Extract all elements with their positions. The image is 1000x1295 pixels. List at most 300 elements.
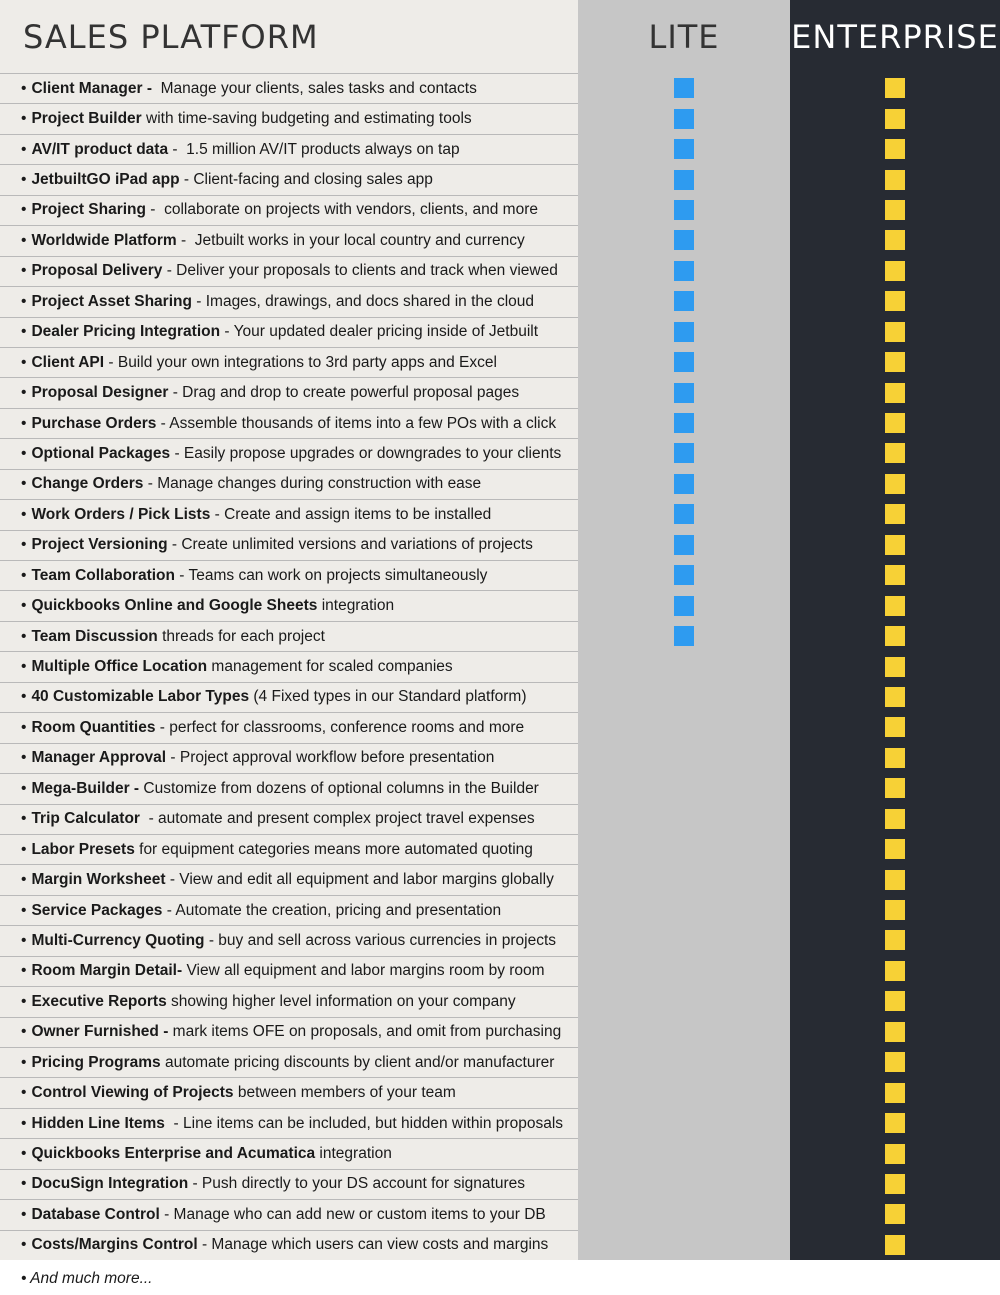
feature-description: for equipment categories means more automated quoting bbox=[134, 840, 533, 858]
bullet-icon: • bbox=[21, 749, 27, 767]
feature-cell bbox=[0, 804, 578, 834]
feature-row bbox=[0, 986, 1000, 1016]
feature-name: Multiple Office Location bbox=[31, 658, 208, 676]
enterprise-cell bbox=[790, 712, 1000, 742]
feature-name: JetbuiltGO iPad app bbox=[31, 171, 180, 189]
lite-cell bbox=[578, 834, 790, 864]
enterprise-check-icon bbox=[885, 170, 905, 190]
enterprise-check-icon bbox=[885, 596, 905, 616]
enterprise-check-icon bbox=[885, 1204, 905, 1224]
lite-cell bbox=[578, 1077, 790, 1107]
feature-description: - Manage which users can view costs and margins bbox=[197, 1236, 549, 1254]
feature-cell bbox=[0, 377, 578, 407]
feature-row bbox=[0, 438, 1000, 468]
enterprise-cell bbox=[790, 377, 1000, 407]
feature-row bbox=[0, 560, 1000, 590]
enterprise-cell bbox=[790, 804, 1000, 834]
feature-row bbox=[0, 1108, 1000, 1138]
feature-description: integration bbox=[315, 1145, 392, 1163]
feature-row bbox=[0, 286, 1000, 316]
lite-cell bbox=[578, 225, 790, 255]
enterprise-cell bbox=[790, 73, 1000, 103]
feature-cell bbox=[0, 773, 578, 803]
bullet-icon: • bbox=[21, 110, 27, 128]
feature-cell bbox=[0, 286, 578, 316]
feature-description: - Assemble thousands of items into a few POs with a click bbox=[156, 414, 557, 432]
feature-row bbox=[0, 1047, 1000, 1077]
feature-row bbox=[0, 469, 1000, 499]
feature-name: Project Builder bbox=[31, 110, 142, 128]
bullet-icon: • bbox=[21, 262, 27, 280]
table-header bbox=[0, 0, 1000, 73]
lite-cell bbox=[578, 804, 790, 834]
feature-description: (4 Fixed types in our Standard platform) bbox=[249, 688, 527, 706]
enterprise-cell bbox=[790, 1138, 1000, 1168]
feature-cell bbox=[0, 195, 578, 225]
enterprise-check-icon bbox=[885, 535, 905, 555]
feature-name: Room Quantities bbox=[31, 718, 156, 736]
enterprise-check-icon bbox=[885, 778, 905, 798]
feature-description: - Automate the creation, pricing and presentation bbox=[162, 901, 502, 919]
feature-description: between members of your team bbox=[233, 1084, 456, 1102]
enterprise-check-icon bbox=[885, 657, 905, 677]
bullet-icon: • bbox=[21, 140, 27, 158]
enterprise-check-icon bbox=[885, 1174, 905, 1194]
lite-cell bbox=[578, 256, 790, 286]
feature-row bbox=[0, 73, 1000, 103]
feature-cell bbox=[0, 499, 578, 529]
lite-check-icon bbox=[674, 565, 694, 585]
lite-check-icon bbox=[674, 443, 694, 463]
feature-cell bbox=[0, 1230, 578, 1260]
feature-description: Manage your clients, sales tasks and contacts bbox=[152, 79, 477, 97]
feature-description: - Images, drawings, and docs shared in the cloud bbox=[191, 292, 535, 310]
lite-cell bbox=[578, 1108, 790, 1138]
feature-name: Margin Worksheet bbox=[31, 871, 166, 889]
lite-check-icon bbox=[674, 230, 694, 250]
feature-row bbox=[0, 834, 1000, 864]
feature-cell bbox=[0, 651, 578, 681]
feature-cell bbox=[0, 103, 578, 133]
lite-cell bbox=[578, 1138, 790, 1168]
feature-row bbox=[0, 590, 1000, 620]
feature-name: Client API bbox=[31, 353, 105, 371]
feature-row bbox=[0, 225, 1000, 255]
lite-cell bbox=[578, 499, 790, 529]
feature-cell bbox=[0, 73, 578, 103]
feature-description: - Create unlimited versions and variations of projects bbox=[167, 536, 533, 554]
feature-description: - Manage changes during construction with ease bbox=[143, 475, 482, 493]
feature-name: Dealer Pricing Integration bbox=[31, 323, 221, 341]
enterprise-cell bbox=[790, 743, 1000, 773]
feature-description: - buy and sell across various currencies in projects bbox=[204, 931, 556, 949]
lite-cell bbox=[578, 1230, 790, 1260]
feature-row bbox=[0, 1230, 1000, 1260]
feature-name: Client Manager - bbox=[31, 79, 153, 97]
feature-row bbox=[0, 530, 1000, 560]
bullet-icon: • bbox=[21, 597, 27, 615]
feature-name: Team Discussion bbox=[31, 627, 158, 645]
feature-description: - Line items can be included, but hidden within proposals bbox=[164, 1114, 564, 1132]
lite-check-icon bbox=[674, 261, 694, 281]
lite-check-icon bbox=[674, 170, 694, 190]
feature-row bbox=[0, 1199, 1000, 1229]
feature-name: DocuSign Integration bbox=[31, 1175, 189, 1193]
enterprise-check-icon bbox=[885, 413, 905, 433]
enterprise-check-icon bbox=[885, 139, 905, 159]
page-title: SALES PLATFORM bbox=[0, 0, 578, 73]
bullet-icon: • bbox=[21, 1175, 27, 1193]
feature-cell bbox=[0, 1199, 578, 1229]
feature-list bbox=[0, 73, 1000, 1260]
feature-row bbox=[0, 1077, 1000, 1107]
lite-cell bbox=[578, 1017, 790, 1047]
lite-check-icon bbox=[674, 109, 694, 129]
enterprise-cell bbox=[790, 469, 1000, 499]
feature-row bbox=[0, 682, 1000, 712]
enterprise-cell bbox=[790, 408, 1000, 438]
lite-cell bbox=[578, 1047, 790, 1077]
feature-cell bbox=[0, 1169, 578, 1199]
bullet-icon: • bbox=[21, 718, 27, 736]
feature-cell bbox=[0, 408, 578, 438]
enterprise-cell bbox=[790, 499, 1000, 529]
lite-cell bbox=[578, 377, 790, 407]
bullet-icon: • bbox=[21, 810, 27, 828]
feature-description: - Build your own integrations to 3rd party apps and Excel bbox=[104, 353, 497, 371]
feature-name: Labor Presets bbox=[31, 840, 135, 858]
lite-cell bbox=[578, 195, 790, 225]
bullet-icon: • bbox=[21, 353, 27, 371]
feature-name: Mega-Builder - bbox=[31, 779, 140, 797]
lite-cell bbox=[578, 895, 790, 925]
feature-description: - Teams can work on projects simultaneously bbox=[174, 566, 488, 584]
footer-note: • And much more... bbox=[0, 1263, 1000, 1295]
enterprise-check-icon bbox=[885, 991, 905, 1011]
bullet-icon: • bbox=[21, 323, 27, 341]
feature-row bbox=[0, 743, 1000, 773]
enterprise-cell bbox=[790, 1017, 1000, 1047]
bullet-icon: • bbox=[21, 1023, 27, 1041]
feature-description: - Manage who can add new or custom items to your DB bbox=[159, 1205, 546, 1223]
feature-description: - Easily propose upgrades or downgrades to your clients bbox=[170, 444, 562, 462]
enterprise-cell bbox=[790, 834, 1000, 864]
feature-cell bbox=[0, 834, 578, 864]
feature-name: Project Asset Sharing bbox=[31, 292, 192, 310]
lite-check-icon bbox=[674, 535, 694, 555]
feature-name: Executive Reports bbox=[31, 992, 167, 1010]
feature-row bbox=[0, 712, 1000, 742]
feature-name: Project Sharing bbox=[31, 201, 146, 219]
feature-row bbox=[0, 347, 1000, 377]
feature-description: - View and edit all equipment and labor margins globally bbox=[165, 871, 554, 889]
feature-cell bbox=[0, 438, 578, 468]
enterprise-check-icon bbox=[885, 900, 905, 920]
lite-cell bbox=[578, 347, 790, 377]
feature-cell bbox=[0, 1138, 578, 1168]
feature-name: Hidden Line Items bbox=[31, 1114, 165, 1132]
feature-row bbox=[0, 925, 1000, 955]
feature-cell bbox=[0, 682, 578, 712]
feature-cell bbox=[0, 1017, 578, 1047]
enterprise-cell bbox=[790, 773, 1000, 803]
bullet-icon: • bbox=[21, 1053, 27, 1071]
feature-cell bbox=[0, 621, 578, 651]
enterprise-cell bbox=[790, 895, 1000, 925]
feature-cell bbox=[0, 347, 578, 377]
lite-cell bbox=[578, 103, 790, 133]
bullet-icon: • bbox=[21, 79, 27, 97]
enterprise-check-icon bbox=[885, 1022, 905, 1042]
bullet-icon: • bbox=[21, 627, 27, 645]
feature-row bbox=[0, 864, 1000, 894]
bullet-icon: • bbox=[21, 566, 27, 584]
feature-cell bbox=[0, 1108, 578, 1138]
lite-cell bbox=[578, 986, 790, 1016]
enterprise-check-icon bbox=[885, 109, 905, 129]
feature-name: Multi-Currency Quoting bbox=[31, 931, 205, 949]
enterprise-check-icon bbox=[885, 565, 905, 585]
lite-check-icon bbox=[674, 200, 694, 220]
lite-cell bbox=[578, 712, 790, 742]
enterprise-check-icon bbox=[885, 961, 905, 981]
enterprise-cell bbox=[790, 1108, 1000, 1138]
enterprise-cell bbox=[790, 225, 1000, 255]
enterprise-cell bbox=[790, 560, 1000, 590]
enterprise-cell bbox=[790, 103, 1000, 133]
feature-cell bbox=[0, 164, 578, 194]
bullet-icon: • bbox=[21, 1236, 27, 1254]
feature-cell bbox=[0, 712, 578, 742]
enterprise-cell bbox=[790, 317, 1000, 347]
enterprise-cell bbox=[790, 1169, 1000, 1199]
bullet-icon: • bbox=[21, 658, 27, 676]
enterprise-cell bbox=[790, 864, 1000, 894]
enterprise-check-icon bbox=[885, 748, 905, 768]
feature-row bbox=[0, 499, 1000, 529]
lite-check-icon bbox=[674, 626, 694, 646]
feature-description: - collaborate on projects with vendors, clients, and more bbox=[146, 201, 538, 219]
feature-cell bbox=[0, 317, 578, 347]
feature-row bbox=[0, 377, 1000, 407]
feature-name: Proposal Designer bbox=[31, 384, 169, 402]
feature-name: Manager Approval bbox=[31, 749, 167, 767]
lite-check-icon bbox=[674, 78, 694, 98]
enterprise-cell bbox=[790, 1047, 1000, 1077]
feature-description: - Drag and drop to create powerful proposal pages bbox=[168, 384, 520, 402]
feature-row bbox=[0, 408, 1000, 438]
enterprise-cell bbox=[790, 347, 1000, 377]
feature-name: 40 Customizable Labor Types bbox=[31, 688, 250, 706]
feature-row bbox=[0, 804, 1000, 834]
feature-row bbox=[0, 1169, 1000, 1199]
bullet-icon: • bbox=[21, 871, 27, 889]
lite-cell bbox=[578, 1199, 790, 1229]
feature-description: Customize from dozens of optional columns in the Builder bbox=[139, 779, 539, 797]
enterprise-cell bbox=[790, 286, 1000, 316]
lite-cell bbox=[578, 925, 790, 955]
feature-description: showing higher level information on your company bbox=[166, 992, 516, 1010]
enterprise-cell bbox=[790, 164, 1000, 194]
enterprise-check-icon bbox=[885, 383, 905, 403]
feature-row bbox=[0, 134, 1000, 164]
feature-name: Change Orders bbox=[31, 475, 144, 493]
feature-name: Purchase Orders bbox=[31, 414, 157, 432]
feature-description: - Create and assign items to be installed bbox=[210, 505, 492, 523]
feature-name: Owner Furnished - bbox=[31, 1023, 169, 1041]
feature-cell bbox=[0, 134, 578, 164]
bullet-icon: • bbox=[21, 292, 27, 310]
enterprise-cell bbox=[790, 651, 1000, 681]
feature-name: Room Margin Detail- bbox=[31, 962, 183, 980]
column-header-enterprise: ENTERPRISE bbox=[790, 0, 1000, 73]
column-header-lite: LITE bbox=[578, 0, 790, 73]
feature-name: Quickbooks Online and Google Sheets bbox=[31, 597, 318, 615]
feature-row bbox=[0, 773, 1000, 803]
feature-row bbox=[0, 651, 1000, 681]
lite-cell bbox=[578, 469, 790, 499]
bullet-icon: • bbox=[21, 231, 27, 249]
feature-description: - Project approval workflow before presentation bbox=[166, 749, 495, 767]
enterprise-check-icon bbox=[885, 1144, 905, 1164]
feature-cell bbox=[0, 864, 578, 894]
feature-cell bbox=[0, 590, 578, 620]
feature-name: Optional Packages bbox=[31, 444, 171, 462]
feature-description: - perfect for classrooms, conference rooms and more bbox=[155, 718, 525, 736]
enterprise-cell bbox=[790, 438, 1000, 468]
lite-check-icon bbox=[674, 413, 694, 433]
enterprise-cell bbox=[790, 1077, 1000, 1107]
bullet-icon: • bbox=[21, 962, 27, 980]
feature-cell bbox=[0, 743, 578, 773]
feature-name: Costs/Margins Control bbox=[31, 1236, 198, 1254]
feature-description: with time-saving budgeting and estimating tools bbox=[141, 110, 472, 128]
lite-cell bbox=[578, 651, 790, 681]
enterprise-check-icon bbox=[885, 870, 905, 890]
bullet-icon: • bbox=[21, 931, 27, 949]
enterprise-check-icon bbox=[885, 930, 905, 950]
enterprise-cell bbox=[790, 621, 1000, 651]
feature-row bbox=[0, 1017, 1000, 1047]
lite-check-icon bbox=[674, 139, 694, 159]
bullet-icon: • bbox=[21, 1145, 27, 1163]
feature-cell bbox=[0, 560, 578, 590]
bullet-icon: • bbox=[21, 505, 27, 523]
feature-name: Database Control bbox=[31, 1205, 160, 1223]
feature-name: Project Versioning bbox=[31, 536, 168, 554]
lite-cell bbox=[578, 682, 790, 712]
enterprise-cell bbox=[790, 925, 1000, 955]
enterprise-check-icon bbox=[885, 352, 905, 372]
enterprise-check-icon bbox=[885, 809, 905, 829]
feature-name: Control Viewing of Projects bbox=[31, 1084, 234, 1102]
lite-cell bbox=[578, 73, 790, 103]
enterprise-cell bbox=[790, 1230, 1000, 1260]
enterprise-check-icon bbox=[885, 78, 905, 98]
bullet-icon: • bbox=[21, 840, 27, 858]
lite-cell bbox=[578, 743, 790, 773]
lite-cell bbox=[578, 530, 790, 560]
lite-check-icon bbox=[674, 291, 694, 311]
lite-cell bbox=[578, 621, 790, 651]
enterprise-cell bbox=[790, 1199, 1000, 1229]
enterprise-check-icon bbox=[885, 261, 905, 281]
feature-cell bbox=[0, 256, 578, 286]
enterprise-cell bbox=[790, 530, 1000, 560]
lite-cell bbox=[578, 438, 790, 468]
feature-row bbox=[0, 621, 1000, 651]
feature-row bbox=[0, 956, 1000, 986]
feature-description: automate pricing discounts by client and/or manufacturer bbox=[160, 1053, 555, 1071]
bullet-icon: • bbox=[21, 536, 27, 554]
lite-check-icon bbox=[674, 474, 694, 494]
feature-row bbox=[0, 195, 1000, 225]
bullet-icon: • bbox=[21, 1205, 27, 1223]
feature-description: - Client-facing and closing sales app bbox=[179, 171, 433, 189]
lite-cell bbox=[578, 134, 790, 164]
feature-description: management for scaled companies bbox=[207, 658, 453, 676]
enterprise-cell bbox=[790, 195, 1000, 225]
bullet-icon: • bbox=[21, 475, 27, 493]
enterprise-check-icon bbox=[885, 839, 905, 859]
feature-row bbox=[0, 164, 1000, 194]
feature-cell bbox=[0, 1077, 578, 1107]
lite-cell bbox=[578, 1169, 790, 1199]
enterprise-check-icon bbox=[885, 1083, 905, 1103]
enterprise-check-icon bbox=[885, 230, 905, 250]
enterprise-check-icon bbox=[885, 504, 905, 524]
enterprise-check-icon bbox=[885, 687, 905, 707]
enterprise-cell bbox=[790, 590, 1000, 620]
feature-row bbox=[0, 895, 1000, 925]
bullet-icon: • bbox=[21, 1114, 27, 1132]
feature-description: - Your updated dealer pricing inside of Jetbuilt bbox=[220, 323, 539, 341]
enterprise-check-icon bbox=[885, 1113, 905, 1133]
enterprise-check-icon bbox=[885, 1052, 905, 1072]
feature-cell bbox=[0, 530, 578, 560]
bullet-icon: • bbox=[21, 414, 27, 432]
enterprise-check-icon bbox=[885, 626, 905, 646]
lite-check-icon bbox=[674, 352, 694, 372]
enterprise-check-icon bbox=[885, 1235, 905, 1255]
lite-check-icon bbox=[674, 383, 694, 403]
bullet-icon: • bbox=[21, 901, 27, 919]
enterprise-check-icon bbox=[885, 200, 905, 220]
feature-cell bbox=[0, 956, 578, 986]
feature-cell bbox=[0, 895, 578, 925]
bullet-icon: • bbox=[21, 384, 27, 402]
enterprise-cell bbox=[790, 986, 1000, 1016]
feature-row bbox=[0, 1138, 1000, 1168]
lite-cell bbox=[578, 164, 790, 194]
enterprise-check-icon bbox=[885, 322, 905, 342]
lite-check-icon bbox=[674, 596, 694, 616]
feature-description: View all equipment and labor margins room by room bbox=[182, 962, 545, 980]
feature-cell bbox=[0, 925, 578, 955]
feature-description: - Jetbuilt works in your local country and currency bbox=[176, 231, 525, 249]
feature-name: Service Packages bbox=[31, 901, 163, 919]
bullet-icon: • bbox=[21, 444, 27, 462]
feature-cell bbox=[0, 469, 578, 499]
feature-name: Worldwide Platform bbox=[31, 231, 177, 249]
feature-cell bbox=[0, 225, 578, 255]
feature-name: Proposal Delivery bbox=[31, 262, 163, 280]
feature-description: - 1.5 million AV/IT products always on tap bbox=[168, 140, 460, 158]
feature-description: - Push directly to your DS account for signatures bbox=[188, 1175, 526, 1193]
lite-cell bbox=[578, 864, 790, 894]
feature-description: integration bbox=[317, 597, 395, 615]
enterprise-cell bbox=[790, 682, 1000, 712]
